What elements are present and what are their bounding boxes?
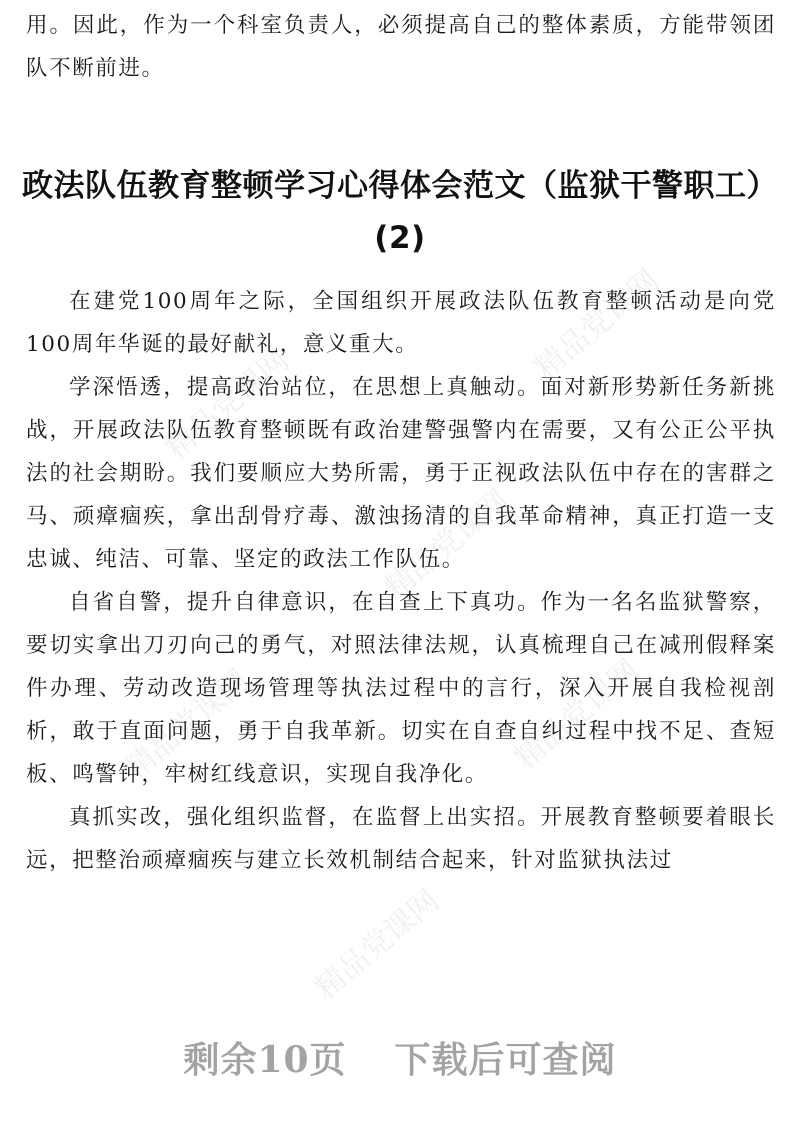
watermark: 精品党课网 (528, 263, 666, 387)
remaining-pages-label: 剩余10页 (183, 1039, 347, 1081)
watermark: 精品党课网 (158, 343, 296, 467)
watermark: 精品党课网 (118, 663, 256, 787)
watermark: 精品党课网 (378, 483, 516, 607)
paragraph: 在建党100周年之际，全国组织开展政法队伍教育整顿活动是向党100周年华诞的最好献礼，意义重大。 (26, 289, 776, 357)
watermark: 精品党课网 (508, 653, 646, 777)
paragraph: 学深悟透，提高政治站位，在思想上真触动。面对新形势新任务新挑战，开展政法队伍教育整顿既有政治建警强警内在需要，又有公正公平执法的社会期盼。我们要顺应大势所需，勇于正视政法队伍中存在的害群之马、顽瘴痼疾，拿出刮骨疗毒、激浊扬清的自我革命精神，真正打造一支忠诚、纯洁、可靠、坚定的政法工作队伍。 (26, 375, 776, 572)
page-title: 政法队伍教育整顿学习心得体会范文（监狱干警职工）(2) (22, 168, 778, 256)
continuation-paragraph: 用。因此，作为一个科室负责人，必须提高自己的整体素质，方能带领团队不断前进。 (26, 13, 776, 81)
watermark: 精品党课网 (308, 883, 446, 1007)
download-to-view-label: 下载后可查阅 (394, 1039, 617, 1081)
paragraph: 自省自警，提升自律意识，在自查上下真功。作为一名名监狱警察，要切实拿出刀刃向己的勇气，对照法律法规，认真梳理自己在减刑假释案件办理、劳动改造现场管理等执法过程中的言行，深入开展自我检视剖析，敢于直面问题，勇于自我革新。切实在自查自纠过程中找不足、查短板、鸣警钟，牢树红线意识，实现自我净化。 (26, 590, 776, 787)
article-body (26, 280, 776, 882)
paragraph: 真抓实改，强化组织监督，在监督上出实招。开展教育整顿要着眼长远，把整治顽瘴痼疾与建立长效机制结合起来，针对监狱执法过 (26, 805, 776, 873)
download-prompt-banner[interactable] (0, 1032, 800, 1083)
